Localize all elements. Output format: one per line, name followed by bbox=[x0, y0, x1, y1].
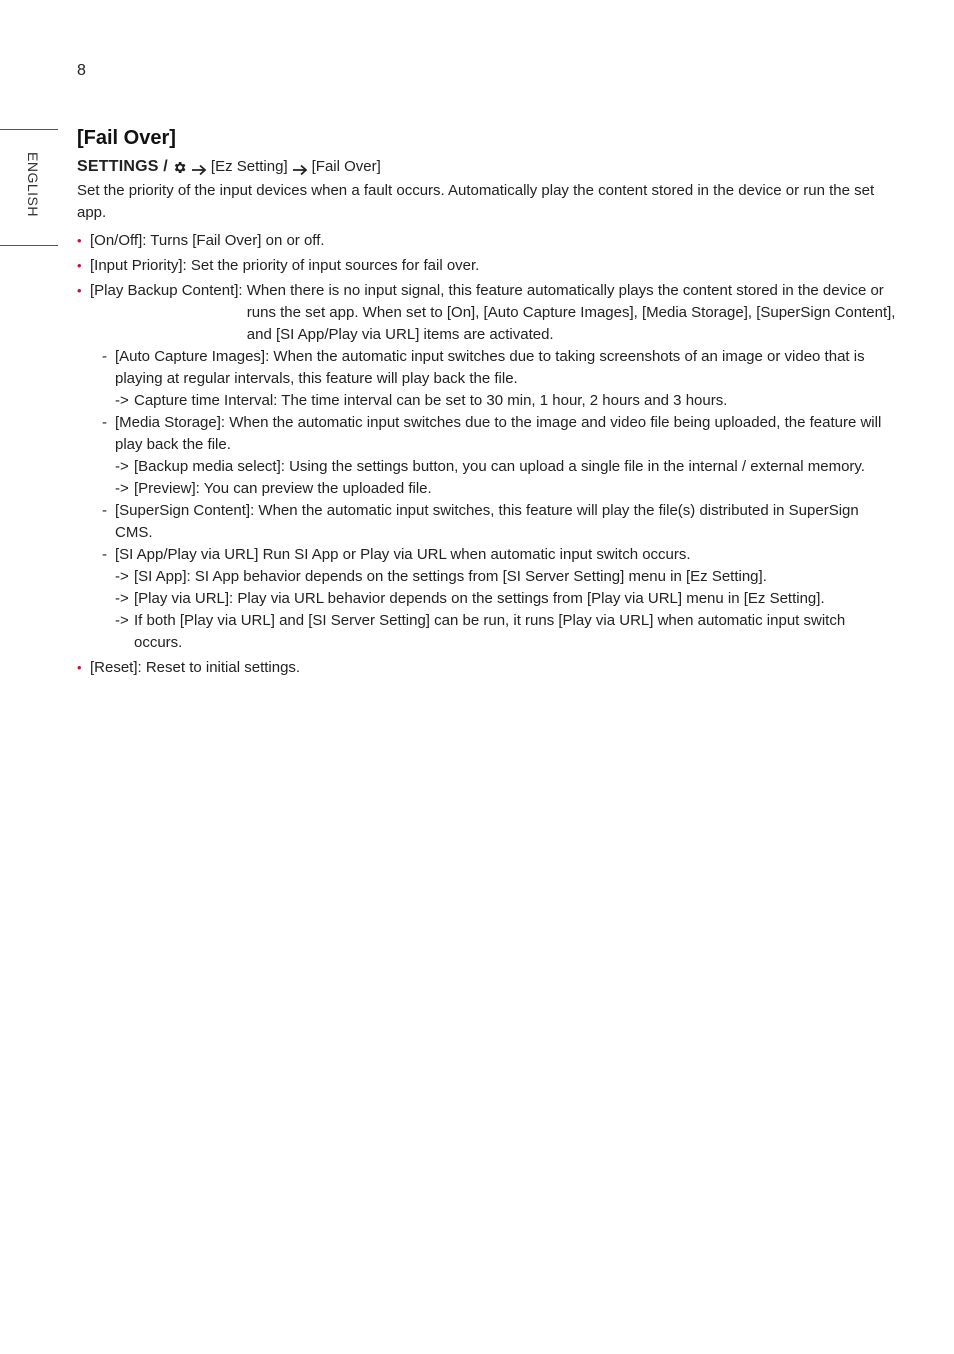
arrow-marker: -> bbox=[115, 568, 129, 585]
option-on-off: [On/Off]: Turns [Fail Over] on or off. bbox=[90, 232, 325, 249]
list-item bbox=[77, 657, 897, 679]
section-title: [Fail Over] bbox=[77, 127, 176, 149]
option-reset: [Reset]: Reset to initial settings. bbox=[90, 659, 301, 676]
detail-text: [Play via URL]: Play via URL behavior depends on the settings from [Play via URL] menu in [Ez Setting]. bbox=[134, 590, 825, 607]
detail-text: [SI App]: SI App behavior depends on the settings from [SI Server Setting] menu in [Ez Setting]. bbox=[134, 568, 767, 585]
list-item bbox=[77, 280, 897, 654]
detail-list bbox=[115, 566, 897, 654]
arrow-marker: -> bbox=[115, 392, 129, 409]
page-number: 8 bbox=[77, 62, 86, 79]
list-item bbox=[77, 230, 897, 252]
sub-option-auto-capture bbox=[89, 346, 897, 412]
dash-marker: - bbox=[102, 414, 107, 431]
dash-marker: - bbox=[102, 546, 107, 563]
option-description: When there is no input signal, this feature automatically plays the content stored in the device or runs the set app. When set to [On], [Auto Capture Images], [Media Storage], [SuperSign Content], and [SI App/Play via URL] items are activated. bbox=[246, 282, 896, 343]
arrow-marker: -> bbox=[115, 480, 129, 497]
arrow-marker: -> bbox=[115, 612, 129, 629]
detail-text: [Backup media select]: Using the settings button, you can upload a single file in the internal / external memory. bbox=[134, 458, 865, 475]
sub-option-text: [Auto Capture Images]: When the automatic input switches due to taking screenshots of an image or video that is playing at regular intervals, this feature will play back the file. bbox=[115, 348, 865, 387]
arrow-right-icon bbox=[191, 161, 207, 173]
option-play-backup-content bbox=[90, 280, 897, 346]
sub-option-si-app-play-via-url bbox=[89, 544, 897, 654]
detail-text: [Preview]: You can preview the uploaded file. bbox=[134, 480, 432, 497]
option-input-priority: [Input Priority]: Set the priority of input sources for fail over. bbox=[90, 257, 480, 274]
list-item bbox=[115, 566, 897, 588]
list-item bbox=[115, 610, 897, 654]
sub-option-text: [SuperSign Content]: When the automatic input switches, this feature will play the file(s) distributed in SuperSign CMS. bbox=[115, 502, 859, 541]
sub-option-media-storage bbox=[89, 412, 897, 500]
section-fail-over bbox=[77, 124, 897, 682]
list-item bbox=[115, 478, 897, 500]
option-list bbox=[77, 230, 897, 679]
arrow-marker: -> bbox=[115, 590, 129, 607]
menu-path bbox=[77, 156, 897, 178]
detail-list bbox=[115, 456, 897, 500]
arrow-marker: -> bbox=[115, 458, 129, 475]
dash-marker: - bbox=[102, 502, 107, 519]
sub-option-list bbox=[89, 346, 897, 654]
list-item bbox=[115, 390, 897, 412]
side-tab-language: ENGLISH bbox=[25, 152, 41, 217]
option-key: • [Play Backup Content]: bbox=[90, 282, 243, 299]
section-intro: Set the priority of the input devices when a fault occurs. Automatically play the content stored in the device or run the set app. bbox=[77, 182, 875, 221]
arrow-right-icon bbox=[292, 161, 308, 173]
sub-option-text: [SI App/Play via URL] Run SI App or Play via URL when automatic input switch occurs. bbox=[115, 546, 691, 563]
sub-option-text: [Media Storage]: When the automatic input switches due to the image and video file being uploaded, the feature will play back the file. bbox=[115, 414, 882, 453]
detail-text: If both [Play via URL] and [SI Server Setting] can be run, it runs [Play via URL] when automatic input switch occurs. bbox=[134, 612, 846, 651]
menu-path-fail-over: [Fail Over] bbox=[311, 158, 381, 175]
list-item bbox=[115, 588, 897, 610]
menu-path-ez-setting: [Ez Setting] bbox=[210, 158, 288, 175]
sub-option-supersign-content bbox=[89, 500, 897, 544]
detail-text: Capture time Interval: The time interval can be set to 30 min, 1 hour, 2 hours and 3 hours. bbox=[134, 392, 728, 409]
menu-path-settings: SETTINGS / bbox=[77, 158, 168, 175]
dash-marker: - bbox=[102, 348, 107, 365]
detail-list bbox=[115, 390, 897, 412]
gear-icon bbox=[172, 160, 187, 175]
list-item bbox=[115, 456, 897, 478]
side-tab-top-rule bbox=[0, 129, 58, 130]
list-item bbox=[77, 255, 897, 277]
side-tab-bottom-rule bbox=[0, 245, 58, 246]
